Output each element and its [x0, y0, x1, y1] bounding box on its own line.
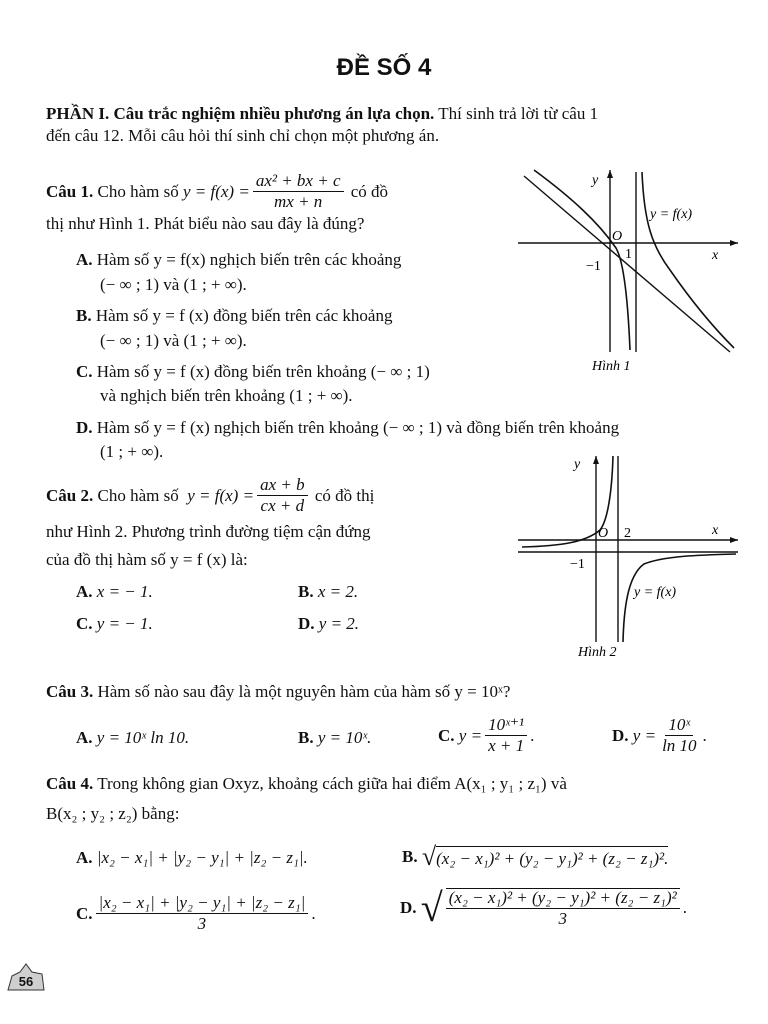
- fig2-curve-label: y = f(x): [634, 585, 677, 600]
- fig1-y-label: y: [592, 173, 599, 188]
- part1-heading: PHẦN I. Câu trắc nghiệm nhiều phương án lựa chọn.: [46, 104, 435, 123]
- q2-stem: [46, 476, 374, 515]
- q2-option-c-text: y = − 1.: [96, 614, 153, 633]
- q3-option-d-denominator: ln 10: [662, 736, 697, 755]
- fig2-x-label: x: [712, 523, 719, 538]
- figure-2-graph: [512, 450, 742, 665]
- fig2-y-arrow: [593, 456, 599, 464]
- part1-intro-line1: Thí sinh trả lời từ câu 1: [438, 104, 599, 123]
- q3-option-c-numerator: 10ˣ⁺¹: [485, 716, 527, 736]
- fig1-origin-label: O: [612, 229, 623, 244]
- q3-option-c[interactable]: C. y = $\frac{\text{10ˣ⁺¹}}{x + 1}$ .: [438, 715, 535, 755]
- q1-option-a[interactable]: [76, 250, 401, 270]
- page-title: ĐỀ SỐ 4: [336, 54, 432, 81]
- q4-option-c-letter: C.: [76, 903, 93, 923]
- fig1-caption: Hình 1: [592, 359, 631, 374]
- q2-option-d-letter: D.: [298, 614, 315, 633]
- q1-option-b-text: Hàm số y = f (x) đồng biến trên các khoảng: [95, 306, 393, 325]
- q3-label: Câu 3.: [46, 682, 94, 701]
- q4-option-a-letter: A.: [76, 848, 93, 867]
- q4-option-d-sqrt-sign: √: [420, 885, 443, 930]
- q1-denominator: mx + n: [274, 192, 323, 211]
- q2-fraction: [257, 476, 308, 515]
- q4-option-c[interactable]: C. $\frac{\text{|x₂ − x₁| + |y₂ − y₁| + |z₂ − z₁|}}{3}$ .: [76, 893, 316, 933]
- q1-option-d-letter: D.: [76, 418, 93, 437]
- q1-line2: thị như Hình 1. Phát biểu nào sau đây là đúng?: [46, 214, 365, 233]
- q2-tail: có đồ thị: [314, 485, 375, 505]
- fig1-tick-1: 1: [625, 247, 632, 262]
- q1-option-a-letter: A.: [76, 250, 93, 269]
- q2-option-b-text: x = 2.: [317, 582, 359, 601]
- q4-label: Câu 4.: [46, 774, 94, 793]
- page-number: 56: [18, 974, 34, 989]
- fig1-curve-right-branch: [642, 172, 734, 348]
- q2-numerator: ax + b: [257, 476, 308, 496]
- page-number-badge: [6, 962, 46, 992]
- q1-option-a-text: Hàm số y = f(x) nghịch biến trên các khoảng: [96, 250, 402, 269]
- q1-label: Câu 1.: [46, 181, 94, 201]
- q1-option-b-text2: (− ∞ ; 1) và (1 ; + ∞).: [100, 331, 247, 350]
- q3-option-a-text: y = 10ˣ ln 10.: [96, 728, 190, 747]
- fig2-origin-label: O: [598, 526, 609, 541]
- q3-option-c-denominator: x + 1: [488, 736, 525, 755]
- q3-stem: [46, 682, 510, 702]
- q4-option-d[interactable]: D. √ $\frac{\text{(x₂ − x₁)² + (y₂ − y₁)² + (z₂ − z₁)²}}{3}$ .: [400, 885, 687, 930]
- fig2-caption: Hình 2: [578, 645, 617, 660]
- q2-option-b[interactable]: [298, 582, 358, 602]
- q4-line2: B(x₂ ; y₂ ; z₂) bằng:: [46, 804, 180, 823]
- q3-option-c-letter: C.: [438, 725, 455, 745]
- q2-label: Câu 2.: [46, 485, 94, 505]
- fig2-x-arrow: [730, 537, 738, 543]
- part1-intro-line2: đến câu 12. Mỗi câu hỏi thí sinh chỉ chọn một phương án.: [46, 126, 440, 145]
- fig1-curve-label: y = f(x): [650, 207, 693, 222]
- q4-option-a[interactable]: [76, 848, 308, 868]
- q3-option-d-letter: D.: [612, 725, 629, 745]
- fig1-asymptote-oblique: [524, 176, 730, 352]
- q1-option-c-letter: C.: [76, 362, 93, 381]
- q2-option-b-letter: B.: [298, 582, 314, 601]
- q3-option-d-lhs: y =: [632, 725, 657, 745]
- q4-option-a-text: |x₂ − x₁| + |y₂ − y₁| + |z₂ − z₁|.: [96, 848, 308, 867]
- q3-text: Hàm số nào sau đây là một nguyên hàm của hàm số y = 10ˣ?: [97, 682, 511, 701]
- q1-numerator: ax² + bx + c: [253, 172, 344, 192]
- q2-option-c-letter: C.: [76, 614, 93, 633]
- q4-option-c-denominator: 3: [197, 914, 207, 933]
- q4-option-c-fraction: [96, 894, 309, 933]
- q2-lead: Cho hàm số: [97, 485, 179, 505]
- q4-option-b-letter: B.: [402, 847, 418, 866]
- q3-option-a[interactable]: [76, 728, 189, 748]
- q3-option-d-fraction: [659, 716, 699, 755]
- q1-option-d-text: Hàm số y = f (x) nghịch biến trên khoảng (− ∞ ; 1) và đồng biến trên khoảng: [96, 418, 620, 437]
- q2-option-d[interactable]: [298, 614, 359, 634]
- part1-intro: [46, 104, 598, 124]
- q3-option-a-letter: A.: [76, 728, 93, 747]
- fig1-tick-minus1: −1: [586, 259, 601, 274]
- q3-option-b[interactable]: [298, 728, 371, 748]
- q2-option-a[interactable]: [76, 582, 153, 602]
- fig1-x-label: x: [712, 248, 719, 263]
- q4-option-d-numerator: (x₂ − x₁)² + (y₂ − y₁)² + (z₂ − z₁)²: [446, 889, 680, 909]
- q4-option-b[interactable]: [402, 844, 668, 870]
- fig1-x-arrow: [730, 240, 738, 246]
- q3-option-d-numerator: 10ˣ: [665, 716, 693, 736]
- q1-option-d[interactable]: [76, 418, 619, 438]
- q1-option-d-text2: (1 ; + ∞).: [100, 442, 164, 461]
- figure-1-graph: [512, 162, 742, 377]
- fig2-tick-minus1: −1: [570, 557, 585, 572]
- q2-func-lhs: y = f(x) =: [187, 485, 255, 505]
- q4-option-b-sqrt-sign: √: [421, 842, 437, 871]
- q1-option-c[interactable]: [76, 362, 430, 382]
- q3-option-b-text: y = 10ˣ.: [317, 728, 372, 747]
- q2-option-a-text: x = − 1.: [96, 582, 153, 601]
- q4-option-d-letter: D.: [400, 898, 417, 917]
- q1-option-a-text2: (− ∞ ; 1) và (1 ; + ∞).: [100, 275, 247, 294]
- q2-denominator: cx + d: [260, 496, 305, 515]
- q1-func-lhs: y = f(x) =: [182, 181, 250, 201]
- q1-option-c-text: Hàm số y = f (x) đồng biến trên khoảng (− ∞ ; 1): [96, 362, 430, 381]
- q1-option-b[interactable]: [76, 306, 392, 326]
- q4-stem: [46, 774, 567, 794]
- q3-option-c-lhs: y =: [458, 725, 483, 745]
- q1-option-b-letter: B.: [76, 306, 92, 325]
- q4-option-d-fraction: [446, 888, 680, 928]
- q2-line3: của đồ thị hàm số y = f (x) là:: [46, 550, 248, 569]
- q4-option-c-numerator: |x₂ − x₁| + |y₂ − y₁| + |z₂ − z₁|: [96, 894, 309, 914]
- q1-tail: có đồ: [350, 181, 389, 201]
- q2-option-c[interactable]: [76, 614, 153, 634]
- q4-option-b-text: (x₂ − x₁)² + (y₂ − y₁)² + (z₂ − z₁)².: [436, 846, 668, 869]
- q2-option-d-text: y = 2.: [318, 614, 360, 633]
- q4-line1: Trong không gian Oxyz, khoảng cách giữa hai điểm A(x₁ ; y₁ ; z₁) và: [97, 774, 567, 793]
- q3-option-d[interactable]: D. y = $\frac{\text{10ˣ}}{\ln 10}$ .: [612, 715, 707, 755]
- q1-stem: [46, 172, 388, 211]
- fig1-y-arrow: [607, 170, 613, 178]
- q2-option-a-letter: A.: [76, 582, 93, 601]
- fig2-y-label: y: [574, 457, 581, 472]
- q1-lead: Cho hàm số: [97, 181, 179, 201]
- fig2-tick-2: 2: [624, 526, 631, 541]
- q1-option-c-text2: và nghịch biến trên khoảng (1 ; + ∞).: [100, 386, 353, 405]
- q2-line2: như Hình 2. Phương trình đường tiệm cận đứng: [46, 522, 371, 541]
- q3-option-c-fraction: [485, 716, 527, 755]
- q3-option-b-letter: B.: [298, 728, 314, 747]
- q1-fraction: [253, 172, 344, 211]
- q4-option-d-denominator: 3: [558, 909, 567, 928]
